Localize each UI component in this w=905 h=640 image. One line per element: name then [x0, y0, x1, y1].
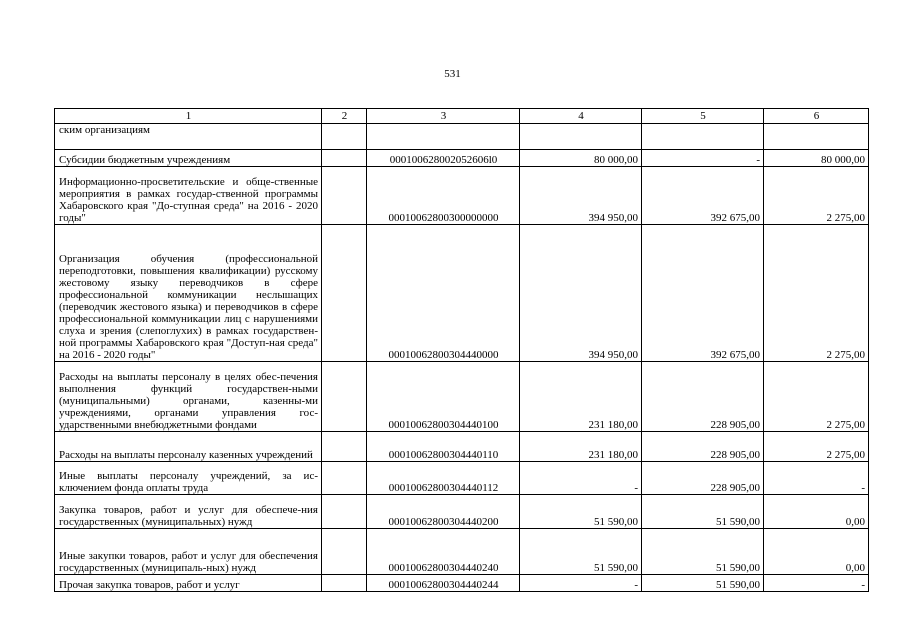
table-row	[55, 432, 869, 462]
row-value-5: 51 590,00	[642, 495, 764, 529]
row-name: Субсидии бюджетным учреждениям	[55, 150, 322, 167]
budget-table	[54, 108, 869, 592]
row-col2	[322, 124, 367, 150]
row-value-4: 394 950,00	[520, 167, 642, 225]
row-value-6: -	[764, 462, 869, 495]
row-value-5: 228 905,00	[642, 362, 764, 432]
row-col2	[322, 167, 367, 225]
column-header: 6	[764, 109, 869, 124]
row-value-4: -	[520, 575, 642, 592]
row-code: 000100628002052606l0	[367, 150, 520, 167]
row-name: ским организациям	[55, 124, 322, 150]
row-col2	[322, 432, 367, 462]
row-name: Информационно-просветительские и обще-ственные мероприятия в рамках государ-ственной программы Хабаровского края "До-ступная среда" на 2016 - 2020 годы"	[55, 167, 322, 225]
row-value-5: 392 675,00	[642, 225, 764, 362]
row-value-4: 51 590,00	[520, 529, 642, 575]
row-code: 00010062800304440112	[367, 462, 520, 495]
row-value-6: 2 275,00	[764, 362, 869, 432]
table-row	[55, 575, 869, 592]
row-value-5: 51 590,00	[642, 529, 764, 575]
row-value-6: 80 000,00	[764, 150, 869, 167]
row-value-6: 0,00	[764, 495, 869, 529]
row-name: Организация обучения (профессиональной переподготовки, повышения квалификации) русскому жестовому языку переводчиков в сфере профессиональной коммуникации неслышащих (переводчик жестового языка) и переводчиков в сфере профессиональной коммуникации лиц с нарушениями слуха и зрения (слепоглухих) в рамках государствен-ной программы Хабаровского края "Доступ-ная среда" на 2016 - 2020 годы"	[55, 225, 322, 362]
table-row	[55, 495, 869, 529]
row-value-6	[764, 124, 869, 150]
row-value-6: 0,00	[764, 529, 869, 575]
row-code: 00010062800304440110	[367, 432, 520, 462]
row-value-4: 80 000,00	[520, 150, 642, 167]
row-code: 00010062800304440244	[367, 575, 520, 592]
row-value-4: 51 590,00	[520, 495, 642, 529]
row-value-4	[520, 124, 642, 150]
row-col2	[322, 575, 367, 592]
row-value-4: 231 180,00	[520, 362, 642, 432]
row-name: Расходы на выплаты персоналу казенных учреждений	[55, 432, 322, 462]
column-header: 5	[642, 109, 764, 124]
table-row	[55, 362, 869, 432]
row-code: 00010062800304440000	[367, 225, 520, 362]
row-name: Иные выплаты персоналу учреждений, за ис-ключением фонда оплаты труда	[55, 462, 322, 495]
column-header: 1	[55, 109, 322, 124]
table-row	[55, 150, 869, 167]
row-code: 00010062800300000000	[367, 167, 520, 225]
row-col2	[322, 362, 367, 432]
row-value-4: 394 950,00	[520, 225, 642, 362]
row-value-4: 231 180,00	[520, 432, 642, 462]
row-code	[367, 124, 520, 150]
table-row	[55, 462, 869, 495]
row-value-5: -	[642, 150, 764, 167]
column-header: 2	[322, 109, 367, 124]
row-code: 00010062800304440100	[367, 362, 520, 432]
row-value-5: 392 675,00	[642, 167, 764, 225]
row-value-6: 2 275,00	[764, 225, 869, 362]
row-col2	[322, 529, 367, 575]
row-code: 00010062800304440240	[367, 529, 520, 575]
row-value-6: -	[764, 575, 869, 592]
row-value-5	[642, 124, 764, 150]
column-header: 4	[520, 109, 642, 124]
row-name: Закупка товаров, работ и услуг для обеспече-ния государственных (муниципальных) нужд	[55, 495, 322, 529]
row-name: Прочая закупка товаров, работ и услуг	[55, 575, 322, 592]
row-code: 00010062800304440200	[367, 495, 520, 529]
row-value-4: -	[520, 462, 642, 495]
row-value-5: 51 590,00	[642, 575, 764, 592]
row-value-5: 228 905,00	[642, 432, 764, 462]
row-name: Иные закупки товаров, работ и услуг для обеспечения государственных (муниципаль-ных) нужд	[55, 529, 322, 575]
row-value-6: 2 275,00	[764, 167, 869, 225]
row-col2	[322, 225, 367, 362]
row-col2	[322, 495, 367, 529]
row-col2	[322, 150, 367, 167]
row-col2	[322, 462, 367, 495]
row-value-6: 2 275,00	[764, 432, 869, 462]
row-value-5: 228 905,00	[642, 462, 764, 495]
column-number-row	[55, 109, 869, 124]
page-number: 531	[444, 68, 461, 80]
table-row	[55, 167, 869, 225]
table-row	[55, 529, 869, 575]
table-row	[55, 124, 869, 150]
column-header: 3	[367, 109, 520, 124]
table-row	[55, 225, 869, 362]
row-name: Расходы на выплаты персоналу в целях обес-печения выполнения функций государствен-ными (муниципальными) органами, казенны-ми учреждениями, органами управления гос-ударственными внебюджетными фондами	[55, 362, 322, 432]
